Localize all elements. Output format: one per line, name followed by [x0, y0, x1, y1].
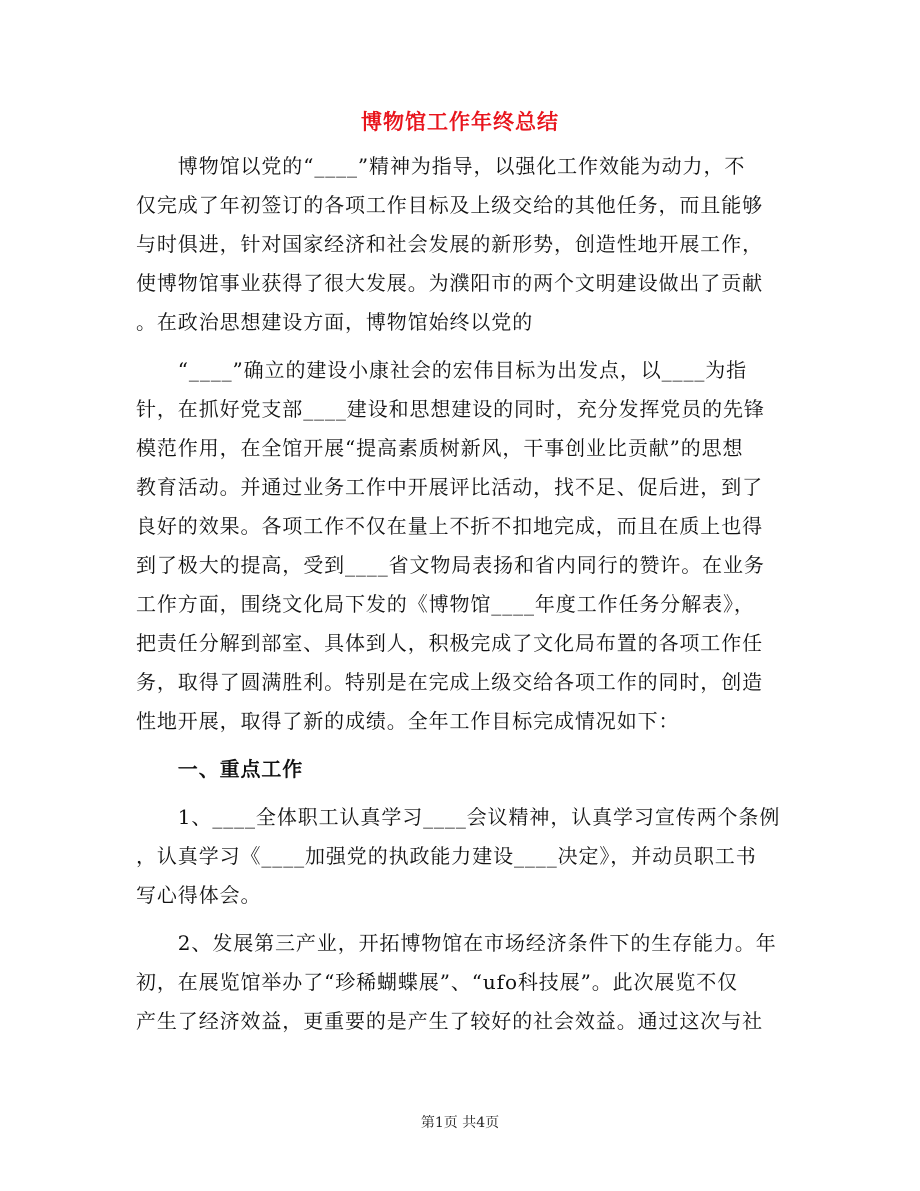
body-line: 与时俱进，针对国家经济和社会发展的新形势，创造性地开展工作，	[136, 232, 763, 256]
body-line: 工作方面，围绕文化局下发的《博物馆____年度工作任务分解表》，	[136, 592, 755, 616]
body-line: 使博物馆事业获得了很大发展。为濮阳市的两个文明建设做出了贡献	[136, 271, 763, 295]
body-line: 博物馆以党的“____”精神为指导，以强化工作效能为动力，不	[136, 154, 746, 178]
body-line: 。在政治思想建设方面，博物馆始终以党的	[136, 310, 534, 334]
body-line: 2、发展第三产业，开拓博物馆在市场经济条件下的生存能力。年	[136, 931, 777, 955]
body-line: 模范作用，在全馆开展“提高素质树新风，干事创业比贡献”的思想	[136, 436, 744, 460]
page-number: 第1页 共4页	[420, 1115, 500, 1131]
body-line: 良好的效果。各项工作不仅在量上不折不扣地完成，而且在质上也得	[136, 514, 763, 538]
section-heading: 一、重点工作	[136, 757, 304, 781]
body-line: 初，在展览馆举办了“珍稀蝴蝶展”、“ufo科技展”。此次展览不仅	[136, 970, 739, 994]
document-title: 博物馆工作年终总结	[361, 109, 559, 134]
body-line: ，认真学习《____加强党的执政能力建设____决定》，并动员职工书	[136, 844, 757, 868]
body-line: 写心得体会。	[136, 883, 262, 907]
body-line: 性地开展，取得了新的成绩。全年工作目标完成情况如下：	[136, 709, 680, 733]
body-line: 教育活动。并通过业务工作中开展评比活动，找不足、促后进，到了	[136, 475, 763, 499]
body-line: 务，取得了圆满胜利。特别是在完成上级交给各项工作的同时，创造	[136, 670, 763, 694]
body-line: 仅完成了年初签订的各项工作目标及上级交给的其他任务，而且能够	[136, 193, 763, 217]
body-line: 产生了经济效益，更重要的是产生了较好的社会效益。通过这次与社	[136, 1009, 763, 1033]
body-line: 把责任分解到部室、具体到人，积极完成了文化局布置的各项工作任	[136, 631, 763, 655]
body-line: 针，在抓好党支部____建设和思想建设的同时，充分发挥党员的先锋	[136, 397, 765, 421]
body-line: “____”确立的建设小康社会的宏伟目标为出发点，以____为指	[136, 358, 748, 382]
body-line: 1、____全体职工认真学习____会议精神，认真学习宣传两个条例	[136, 805, 781, 829]
body-line: 到了极大的提高，受到____省文物局表扬和省内同行的赞许。在业务	[136, 553, 765, 577]
